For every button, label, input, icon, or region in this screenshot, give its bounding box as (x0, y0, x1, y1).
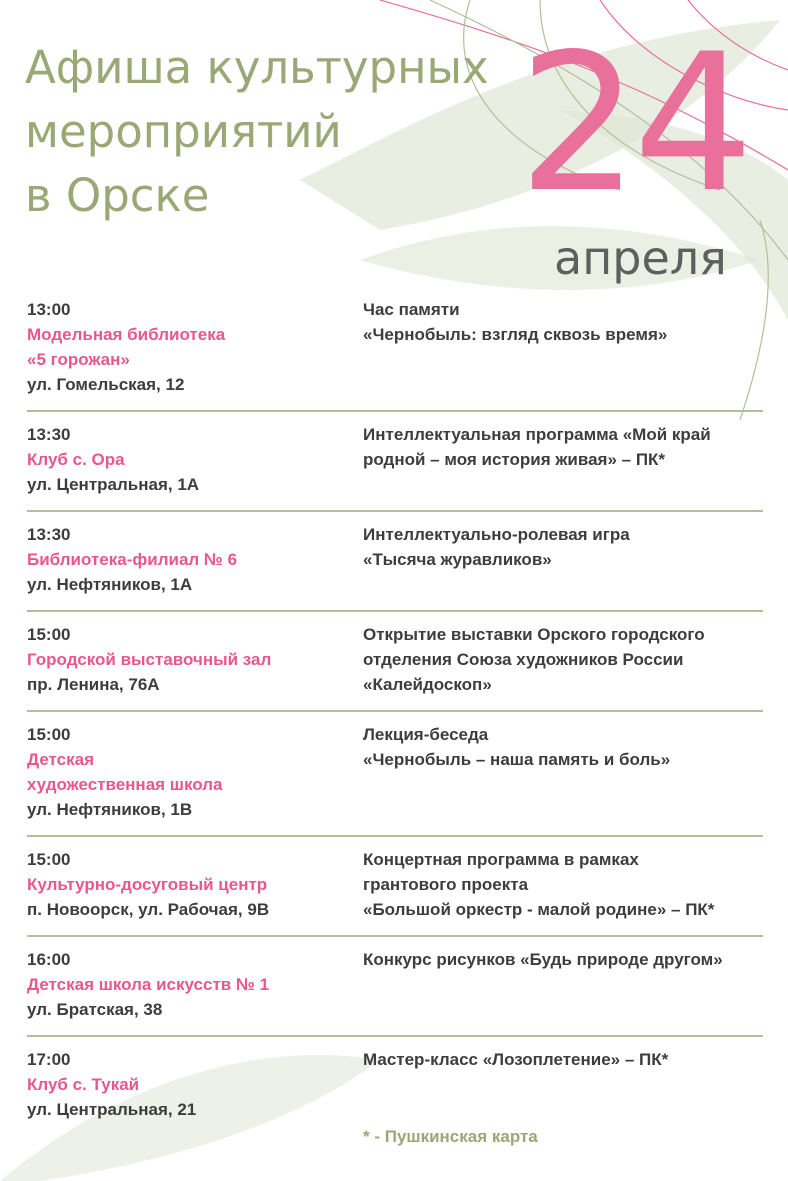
event-time: 15:00 (27, 625, 71, 644)
event-description-line: Концертная программа в рамках (363, 850, 639, 869)
event-divider (27, 410, 763, 412)
event-venue: Клуб с. Тукай (27, 1075, 140, 1094)
event-time: 13:30 (27, 525, 71, 544)
event-description-line: Мастер-класс «Лозоплетение» – ПК* (363, 1050, 669, 1069)
event-description (363, 297, 763, 347)
event-divider (27, 610, 763, 612)
event-venue: «5 горожан» (27, 350, 130, 369)
event-venue: Детская школа искусств № 1 (27, 975, 270, 994)
event-venue: Детская (27, 750, 94, 769)
event-location (27, 522, 347, 597)
title-line: в Орске (25, 169, 210, 222)
event-divider (27, 710, 763, 712)
event-venue: Клуб с. Ора (27, 450, 125, 469)
event-venue: Модельная библиотека (27, 325, 226, 344)
event-time: 17:00 (27, 1050, 71, 1069)
page-title (25, 36, 489, 228)
event-venue: Городской выставочный зал (27, 650, 272, 669)
event-divider (27, 510, 763, 512)
date-month: апреля (554, 231, 727, 285)
event-address: п. Новоорск, ул. Рабочая, 9В (27, 900, 270, 919)
event-address: пр. Ленина, 76А (27, 675, 160, 694)
event-time: 15:00 (27, 725, 71, 744)
event-location (27, 947, 347, 1022)
event-location (27, 297, 347, 397)
event-location (27, 1047, 347, 1122)
event-location (27, 622, 347, 697)
event-description (363, 847, 763, 922)
event-location (27, 847, 347, 922)
title-line: мероприятий (25, 105, 342, 158)
event-description (363, 522, 763, 572)
event-description-line: «Большой оркестр - малой родине» – ПК* (363, 900, 715, 919)
event-time: 15:00 (27, 850, 71, 869)
footnote: * - Пушкинская карта (363, 1127, 538, 1146)
event-address: ул. Братская, 38 (27, 1000, 163, 1019)
event-venue: Культурно-досуговый центр (27, 875, 268, 894)
event-divider (27, 1035, 763, 1037)
event-description (363, 722, 763, 772)
event-description-line: отделения Союза художников России (363, 650, 684, 669)
event-venue: Библиотека-филиал № 6 (27, 550, 238, 569)
event-description-line: родной – моя история живая» – ПК* (363, 450, 666, 469)
event-description (363, 422, 763, 472)
event-divider (27, 935, 763, 937)
event-description-line: «Калейдоскоп» (363, 675, 492, 694)
event-description-line: Открытие выставки Орского городского (363, 625, 705, 644)
event-address: ул. Центральная, 1А (27, 475, 200, 494)
event-description-line: Час памяти (363, 300, 460, 319)
event-description (363, 1047, 763, 1072)
event-address: ул. Гомельская, 12 (27, 375, 185, 394)
event-venue: художественная школа (27, 775, 223, 794)
event-address: ул. Нефтяников, 1А (27, 575, 193, 594)
event-description-line: «Чернобыль: взгляд сквозь время» (363, 325, 668, 344)
event-description-line: Интеллектуальная программа «Мой край (363, 425, 711, 444)
event-address: ул. Нефтяников, 1В (27, 800, 193, 819)
event-description-line: Интеллектуально-ролевая игра (363, 525, 630, 544)
event-address: ул. Центральная, 21 (27, 1100, 197, 1119)
event-description-line: Конкурс рисунков «Будь природе другом» (363, 950, 723, 969)
event-time: 13:00 (27, 300, 71, 319)
event-description (363, 947, 763, 972)
event-location (27, 722, 347, 822)
event-description-line: «Чернобыль – наша память и боль» (363, 750, 671, 769)
title-line: Афиша культурных (25, 41, 489, 94)
date-day: 24 (518, 13, 748, 234)
event-time: 16:00 (27, 950, 71, 969)
event-divider (27, 835, 763, 837)
event-time: 13:30 (27, 425, 71, 444)
event-location (27, 422, 347, 497)
event-description (363, 622, 763, 697)
event-description-line: грантового проекта (363, 875, 529, 894)
event-description-line: Лекция-беседа (363, 725, 489, 744)
event-description-line: «Тысяча журавликов» (363, 550, 552, 569)
